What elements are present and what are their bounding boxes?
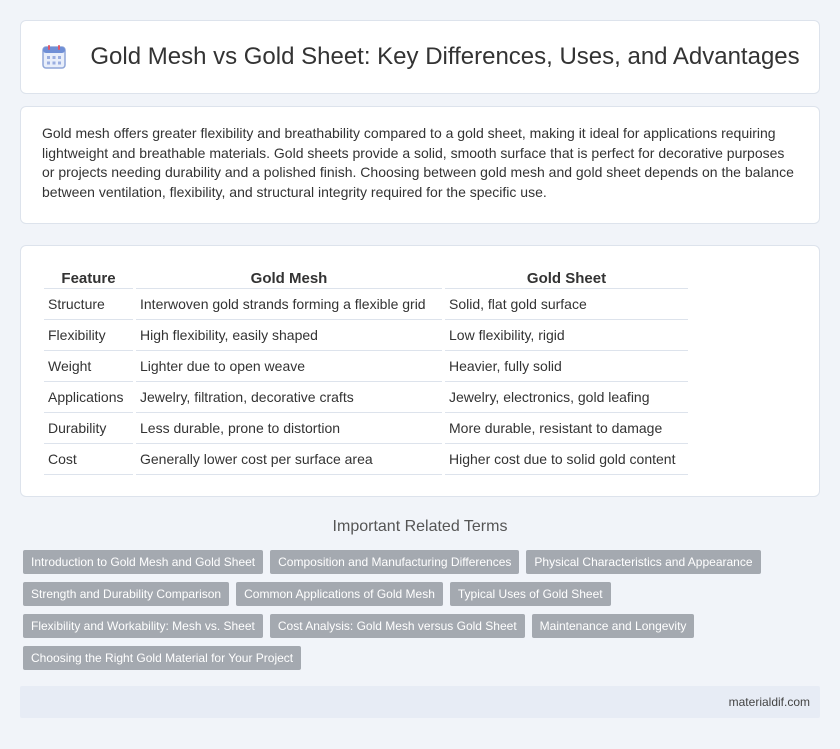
feature-cell: Structure <box>44 289 133 320</box>
table-header-row <box>44 266 688 289</box>
related-term-tag[interactable]: Introduction to Gold Mesh and Gold Sheet <box>23 550 263 574</box>
gold-mesh-cell: Interwoven gold strands forming a flexible grid <box>136 289 442 320</box>
related-term-tag[interactable]: Physical Characteristics and Appearance <box>526 550 760 574</box>
header-gold-mesh: Gold Mesh <box>136 266 442 289</box>
intro-card <box>20 106 820 224</box>
comparison-card <box>20 245 820 497</box>
gold-mesh-cell: Jewelry, filtration, decorative crafts <box>136 382 442 413</box>
related-term-tag[interactable]: Choosing the Right Gold Material for Your Project <box>23 646 301 670</box>
table-row <box>44 444 688 475</box>
page-title: Gold Mesh vs Gold Sheet: Key Differences, Uses, and Advantages <box>90 43 800 70</box>
gold-sheet-cell: Heavier, fully solid <box>445 351 688 382</box>
table-row <box>44 382 688 413</box>
feature-cell: Durability <box>44 413 133 444</box>
related-term-tag[interactable]: Typical Uses of Gold Sheet <box>450 582 611 606</box>
title-card <box>20 20 820 94</box>
gold-sheet-cell: Low flexibility, rigid <box>445 320 688 351</box>
tag-row <box>23 550 823 574</box>
related-term-tag[interactable]: Common Applications of Gold Mesh <box>236 582 443 606</box>
gold-sheet-cell: Higher cost due to solid gold content <box>445 444 688 475</box>
feature-cell: Weight <box>44 351 133 382</box>
feature-cell: Cost <box>44 444 133 475</box>
table-row <box>44 413 688 444</box>
tag-row <box>23 614 823 638</box>
tag-row <box>23 646 823 670</box>
related-term-tag[interactable]: Flexibility and Workability: Mesh vs. Sheet <box>23 614 263 638</box>
table-row <box>44 320 688 351</box>
related-terms-list <box>23 550 823 678</box>
table-row <box>44 351 688 382</box>
gold-mesh-cell: Generally lower cost per surface area <box>136 444 442 475</box>
gold-mesh-cell: Lighter due to open weave <box>136 351 442 382</box>
gold-sheet-cell: More durable, resistant to damage <box>445 413 688 444</box>
gold-sheet-cell: Jewelry, electronics, gold leafing <box>445 382 688 413</box>
tag-row <box>23 582 823 606</box>
feature-cell: Flexibility <box>44 320 133 351</box>
gold-mesh-cell: High flexibility, easily shaped <box>136 320 442 351</box>
related-terms-title: Important Related Terms <box>332 518 508 535</box>
footer-site-link[interactable]: materialdif.com <box>728 695 810 709</box>
footer <box>20 686 820 718</box>
intro-paragraph: Gold mesh offers greater flexibility and breathability compared to a gold sheet, making it ideal for applications requiring lightweight and breathable materials. Gold sheets provide a solid, smooth surface that is perfect for decorative purposes or projects needing durability and a polished finish. Choosing between gold mesh and gold sheet depends on the balance between ventilation, flexibility, and structural integrity required for the specific use. <box>42 125 794 200</box>
header-gold-sheet: Gold Sheet <box>445 266 688 289</box>
related-term-tag[interactable]: Composition and Manufacturing Differences <box>270 550 519 574</box>
calendar-icon <box>40 43 68 71</box>
related-term-tag[interactable]: Cost Analysis: Gold Mesh versus Gold Sheet <box>270 614 525 638</box>
header-feature: Feature <box>44 266 133 289</box>
related-term-tag[interactable]: Strength and Durability Comparison <box>23 582 229 606</box>
feature-cell: Applications <box>44 382 133 413</box>
related-term-tag[interactable]: Maintenance and Longevity <box>532 614 695 638</box>
gold-mesh-cell: Less durable, prone to distortion <box>136 413 442 444</box>
gold-sheet-cell: Solid, flat gold surface <box>445 289 688 320</box>
table-row <box>44 289 688 320</box>
comparison-table <box>41 266 691 475</box>
